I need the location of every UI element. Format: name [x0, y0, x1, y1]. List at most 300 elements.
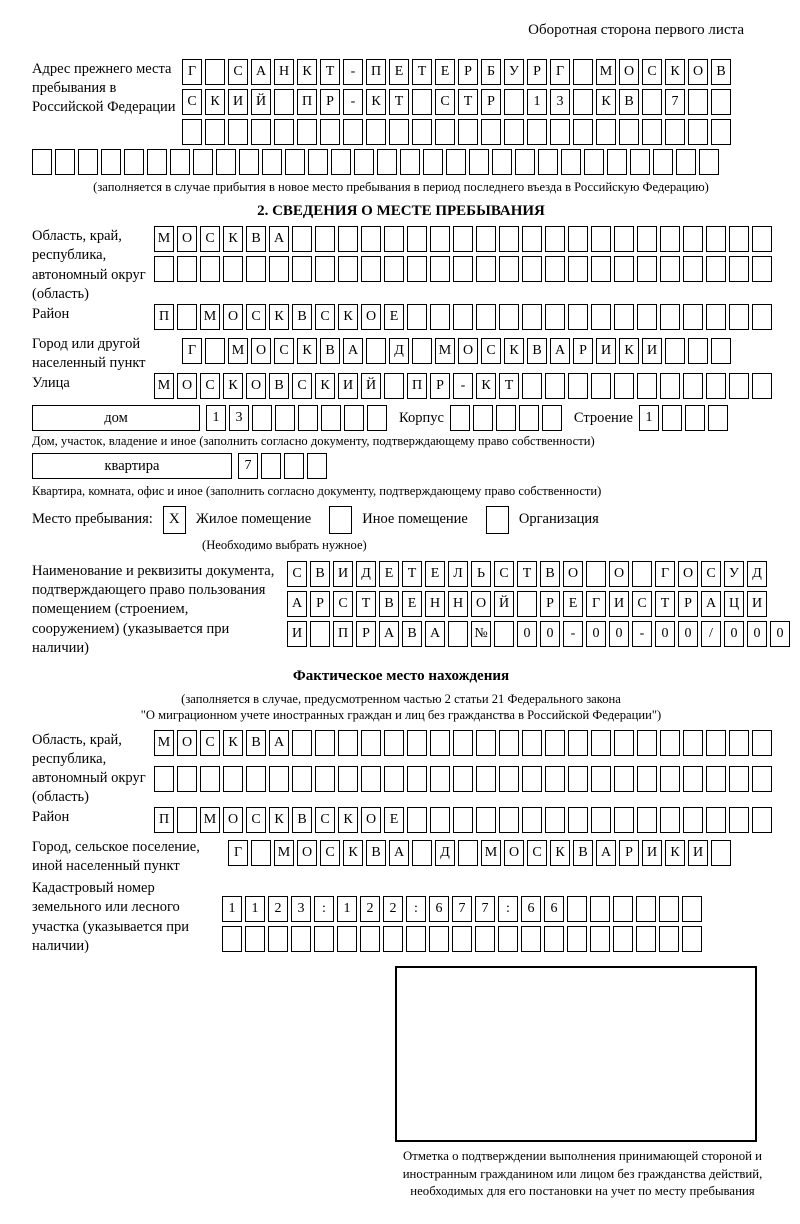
char-cell[interactable] — [591, 226, 611, 252]
char-cell[interactable]: 7 — [452, 896, 472, 922]
char-cell[interactable] — [688, 119, 708, 145]
char-cell[interactable] — [147, 149, 167, 175]
char-cell[interactable]: П — [333, 621, 353, 647]
char-cell[interactable]: В — [366, 840, 386, 866]
char-cell[interactable]: 3 — [550, 89, 570, 115]
char-cell[interactable]: В — [711, 59, 731, 85]
char-cell[interactable]: Б — [481, 59, 501, 85]
char-cell[interactable] — [473, 405, 493, 431]
char-cell[interactable]: К — [665, 840, 685, 866]
char-cell[interactable]: К — [223, 730, 243, 756]
char-cell[interactable]: 6 — [429, 896, 449, 922]
char-cell[interactable]: 0 — [517, 621, 537, 647]
char-cell[interactable] — [660, 256, 680, 282]
char-cell[interactable]: Т — [412, 59, 432, 85]
char-cell[interactable] — [613, 926, 633, 952]
char-cell[interactable] — [752, 256, 772, 282]
char-cell[interactable]: В — [527, 338, 547, 364]
char-cell[interactable] — [412, 338, 432, 364]
char-cell[interactable] — [614, 730, 634, 756]
char-cell[interactable]: 2 — [360, 896, 380, 922]
char-cell[interactable] — [573, 119, 593, 145]
char-cell[interactable] — [706, 730, 726, 756]
char-cell[interactable] — [367, 405, 387, 431]
char-cell[interactable]: Г — [182, 338, 202, 364]
char-cell[interactable]: 3 — [291, 896, 311, 922]
char-cell[interactable] — [251, 840, 271, 866]
char-cell[interactable]: Г — [182, 59, 202, 85]
char-cell[interactable] — [504, 119, 524, 145]
char-cell[interactable]: Е — [384, 807, 404, 833]
char-cell[interactable] — [430, 226, 450, 252]
char-cell[interactable] — [586, 561, 606, 587]
house-write-in-box[interactable]: дом — [32, 405, 200, 431]
char-cell[interactable]: С — [435, 89, 455, 115]
char-cell[interactable] — [476, 730, 496, 756]
char-cell[interactable]: О — [177, 730, 197, 756]
char-cell[interactable] — [538, 149, 558, 175]
char-cell[interactable]: 0 — [770, 621, 790, 647]
char-cell[interactable] — [177, 807, 197, 833]
char-cell[interactable]: А — [389, 840, 409, 866]
char-cell[interactable] — [706, 373, 726, 399]
char-cell[interactable] — [676, 149, 696, 175]
char-cell[interactable]: Р — [540, 591, 560, 617]
char-cell[interactable] — [591, 807, 611, 833]
char-cell[interactable] — [407, 304, 427, 330]
char-cell[interactable]: С — [292, 373, 312, 399]
char-cell[interactable] — [660, 807, 680, 833]
char-cell[interactable]: В — [619, 89, 639, 115]
char-cell[interactable] — [545, 304, 565, 330]
char-cell[interactable] — [361, 730, 381, 756]
char-cell[interactable]: Е — [435, 59, 455, 85]
char-cell[interactable] — [596, 119, 616, 145]
char-cell[interactable] — [252, 405, 272, 431]
char-cell[interactable] — [614, 373, 634, 399]
char-cell[interactable]: М — [200, 304, 220, 330]
char-cell[interactable]: О — [458, 338, 478, 364]
char-cell[interactable]: Т — [499, 373, 519, 399]
char-cell[interactable]: О — [297, 840, 317, 866]
char-cell[interactable]: К — [343, 840, 363, 866]
char-cell[interactable] — [458, 119, 478, 145]
char-cell[interactable] — [284, 453, 304, 479]
char-cell[interactable] — [711, 89, 731, 115]
char-cell[interactable]: А — [379, 621, 399, 647]
char-cell[interactable] — [407, 807, 427, 833]
char-cell[interactable]: 7 — [475, 896, 495, 922]
char-cell[interactable]: Д — [389, 338, 409, 364]
char-cell[interactable]: У — [504, 59, 524, 85]
char-cell[interactable] — [729, 373, 749, 399]
char-cell[interactable] — [659, 896, 679, 922]
char-cell[interactable] — [223, 256, 243, 282]
char-cell[interactable] — [706, 256, 726, 282]
char-cell[interactable] — [614, 807, 634, 833]
char-cell[interactable] — [291, 926, 311, 952]
char-cell[interactable]: О — [619, 59, 639, 85]
char-cell[interactable] — [662, 405, 682, 431]
char-cell[interactable] — [706, 304, 726, 330]
char-cell[interactable]: : — [314, 896, 334, 922]
char-cell[interactable]: Т — [402, 561, 422, 587]
char-cell[interactable] — [752, 373, 772, 399]
char-cell[interactable] — [659, 926, 679, 952]
char-cell[interactable] — [308, 149, 328, 175]
char-cell[interactable]: В — [573, 840, 593, 866]
char-cell[interactable]: 7 — [665, 89, 685, 115]
char-cell[interactable] — [752, 730, 772, 756]
char-cell[interactable]: В — [269, 373, 289, 399]
char-cell[interactable]: А — [269, 226, 289, 252]
char-cell[interactable] — [453, 807, 473, 833]
char-cell[interactable] — [683, 766, 703, 792]
char-cell[interactable] — [469, 149, 489, 175]
char-cell[interactable]: А — [251, 59, 271, 85]
char-cell[interactable]: С — [494, 561, 514, 587]
char-cell[interactable] — [366, 338, 386, 364]
char-cell[interactable] — [542, 405, 562, 431]
char-cell[interactable]: - — [563, 621, 583, 647]
char-cell[interactable]: Е — [384, 304, 404, 330]
char-cell[interactable] — [361, 766, 381, 792]
char-cell[interactable] — [458, 840, 478, 866]
char-cell[interactable]: 0 — [586, 621, 606, 647]
char-cell[interactable]: И — [609, 591, 629, 617]
char-cell[interactable] — [711, 119, 731, 145]
char-cell[interactable]: М — [596, 59, 616, 85]
char-cell[interactable] — [683, 373, 703, 399]
char-cell[interactable]: Р — [356, 621, 376, 647]
char-cell[interactable] — [274, 119, 294, 145]
char-cell[interactable]: 0 — [609, 621, 629, 647]
char-cell[interactable]: В — [246, 730, 266, 756]
char-cell[interactable] — [614, 226, 634, 252]
char-cell[interactable]: - — [453, 373, 473, 399]
char-cell[interactable]: Г — [655, 561, 675, 587]
char-cell[interactable]: О — [504, 840, 524, 866]
char-cell[interactable] — [706, 226, 726, 252]
char-cell[interactable]: 1 — [245, 896, 265, 922]
char-cell[interactable]: 2 — [383, 896, 403, 922]
char-cell[interactable] — [660, 766, 680, 792]
char-cell[interactable] — [476, 256, 496, 282]
char-cell[interactable]: С — [200, 730, 220, 756]
char-cell[interactable] — [268, 926, 288, 952]
char-cell[interactable] — [200, 766, 220, 792]
char-cell[interactable] — [193, 149, 213, 175]
char-cell[interactable]: И — [688, 840, 708, 866]
char-cell[interactable]: К — [223, 373, 243, 399]
char-cell[interactable]: И — [228, 89, 248, 115]
char-cell[interactable]: О — [688, 59, 708, 85]
checkbox-organizatsiya[interactable] — [486, 506, 509, 534]
char-cell[interactable]: Г — [550, 59, 570, 85]
char-cell[interactable] — [685, 405, 705, 431]
char-cell[interactable] — [154, 766, 174, 792]
char-cell[interactable]: С — [315, 807, 335, 833]
char-cell[interactable]: К — [269, 304, 289, 330]
char-cell[interactable]: Р — [430, 373, 450, 399]
char-cell[interactable] — [568, 226, 588, 252]
char-cell[interactable] — [527, 119, 547, 145]
char-cell[interactable] — [499, 256, 519, 282]
char-cell[interactable] — [688, 89, 708, 115]
char-cell[interactable] — [568, 766, 588, 792]
char-cell[interactable]: В — [402, 621, 422, 647]
char-cell[interactable]: М — [200, 807, 220, 833]
char-cell[interactable] — [423, 149, 443, 175]
char-cell[interactable] — [515, 149, 535, 175]
char-cell[interactable] — [338, 730, 358, 756]
char-cell[interactable] — [32, 149, 52, 175]
char-cell[interactable]: 1 — [639, 405, 659, 431]
char-cell[interactable]: 6 — [544, 896, 564, 922]
char-cell[interactable] — [285, 149, 305, 175]
char-cell[interactable] — [522, 226, 542, 252]
char-cell[interactable] — [706, 766, 726, 792]
char-cell[interactable] — [729, 304, 749, 330]
char-cell[interactable]: В — [292, 304, 312, 330]
char-cell[interactable] — [636, 926, 656, 952]
char-cell[interactable] — [637, 304, 657, 330]
char-cell[interactable] — [430, 256, 450, 282]
char-cell[interactable]: А — [287, 591, 307, 617]
char-cell[interactable] — [584, 149, 604, 175]
char-cell[interactable] — [101, 149, 121, 175]
char-cell[interactable] — [683, 304, 703, 330]
char-cell[interactable]: К — [476, 373, 496, 399]
char-cell[interactable] — [544, 926, 564, 952]
char-cell[interactable] — [573, 59, 593, 85]
char-cell[interactable]: В — [246, 226, 266, 252]
char-cell[interactable] — [343, 119, 363, 145]
char-cell[interactable] — [752, 766, 772, 792]
checkbox-zhiloe[interactable]: X — [163, 506, 186, 534]
char-cell[interactable]: И — [747, 591, 767, 617]
char-cell[interactable]: - — [343, 89, 363, 115]
char-cell[interactable] — [642, 119, 662, 145]
char-cell[interactable]: К — [619, 338, 639, 364]
char-cell[interactable]: Р — [527, 59, 547, 85]
char-cell[interactable] — [637, 807, 657, 833]
char-cell[interactable] — [567, 926, 587, 952]
char-cell[interactable] — [642, 89, 662, 115]
char-cell[interactable]: С — [642, 59, 662, 85]
char-cell[interactable] — [476, 766, 496, 792]
char-cell[interactable]: 3 — [229, 405, 249, 431]
char-cell[interactable]: А — [425, 621, 445, 647]
char-cell[interactable] — [124, 149, 144, 175]
char-cell[interactable] — [360, 926, 380, 952]
char-cell[interactable]: С — [315, 304, 335, 330]
char-cell[interactable] — [660, 730, 680, 756]
char-cell[interactable]: В — [310, 561, 330, 587]
char-cell[interactable] — [177, 766, 197, 792]
char-cell[interactable]: Ц — [724, 591, 744, 617]
char-cell[interactable] — [338, 766, 358, 792]
char-cell[interactable]: В — [379, 591, 399, 617]
char-cell[interactable] — [407, 226, 427, 252]
char-cell[interactable]: И — [333, 561, 353, 587]
char-cell[interactable] — [752, 807, 772, 833]
char-cell[interactable] — [522, 730, 542, 756]
char-cell[interactable]: В — [540, 561, 560, 587]
char-cell[interactable]: - — [632, 621, 652, 647]
char-cell[interactable] — [269, 766, 289, 792]
char-cell[interactable] — [519, 405, 539, 431]
char-cell[interactable]: / — [701, 621, 721, 647]
char-cell[interactable] — [665, 338, 685, 364]
char-cell[interactable]: Т — [458, 89, 478, 115]
char-cell[interactable]: К — [596, 89, 616, 115]
char-cell[interactable] — [499, 226, 519, 252]
char-cell[interactable]: Г — [586, 591, 606, 617]
char-cell[interactable] — [499, 304, 519, 330]
char-cell[interactable] — [522, 807, 542, 833]
char-cell[interactable] — [706, 807, 726, 833]
char-cell[interactable] — [499, 807, 519, 833]
char-cell[interactable]: - — [343, 59, 363, 85]
char-cell[interactable]: 1 — [222, 896, 242, 922]
char-cell[interactable] — [699, 149, 719, 175]
char-cell[interactable]: П — [154, 304, 174, 330]
char-cell[interactable] — [683, 807, 703, 833]
char-cell[interactable] — [292, 226, 312, 252]
char-cell[interactable] — [637, 766, 657, 792]
char-cell[interactable] — [545, 226, 565, 252]
char-cell[interactable] — [435, 119, 455, 145]
char-cell[interactable]: Р — [678, 591, 698, 617]
char-cell[interactable]: О — [177, 226, 197, 252]
char-cell[interactable]: И — [596, 338, 616, 364]
char-cell[interactable]: Р — [310, 591, 330, 617]
char-cell[interactable] — [591, 766, 611, 792]
char-cell[interactable] — [567, 896, 587, 922]
char-cell[interactable] — [315, 730, 335, 756]
char-cell[interactable] — [752, 304, 772, 330]
char-cell[interactable] — [729, 226, 749, 252]
char-cell[interactable]: Д — [356, 561, 376, 587]
char-cell[interactable]: Т — [517, 561, 537, 587]
char-cell[interactable]: О — [471, 591, 491, 617]
char-cell[interactable] — [711, 338, 731, 364]
char-cell[interactable] — [205, 338, 225, 364]
char-cell[interactable] — [170, 149, 190, 175]
char-cell[interactable]: О — [177, 373, 197, 399]
char-cell[interactable]: 2 — [268, 896, 288, 922]
char-cell[interactable]: Н — [425, 591, 445, 617]
char-cell[interactable] — [389, 119, 409, 145]
char-cell[interactable] — [499, 730, 519, 756]
char-cell[interactable] — [729, 730, 749, 756]
char-cell[interactable]: Н — [448, 591, 468, 617]
char-cell[interactable] — [683, 226, 703, 252]
char-cell[interactable] — [637, 256, 657, 282]
char-cell[interactable] — [504, 89, 524, 115]
char-cell[interactable]: В — [292, 807, 312, 833]
char-cell[interactable] — [314, 926, 334, 952]
char-cell[interactable] — [430, 304, 450, 330]
char-cell[interactable]: В — [320, 338, 340, 364]
char-cell[interactable] — [614, 304, 634, 330]
char-cell[interactable] — [384, 226, 404, 252]
checkbox-inoe[interactable] — [329, 506, 352, 534]
char-cell[interactable]: С — [246, 304, 266, 330]
char-cell[interactable] — [729, 766, 749, 792]
char-cell[interactable]: А — [269, 730, 289, 756]
char-cell[interactable] — [660, 226, 680, 252]
char-cell[interactable] — [476, 807, 496, 833]
char-cell[interactable] — [453, 730, 473, 756]
char-cell[interactable] — [591, 730, 611, 756]
char-cell[interactable]: : — [498, 896, 518, 922]
char-cell[interactable]: П — [366, 59, 386, 85]
char-cell[interactable]: О — [361, 304, 381, 330]
char-cell[interactable] — [177, 256, 197, 282]
char-cell[interactable] — [182, 119, 202, 145]
char-cell[interactable]: С — [632, 591, 652, 617]
char-cell[interactable] — [637, 373, 657, 399]
char-cell[interactable]: П — [407, 373, 427, 399]
char-cell[interactable] — [561, 149, 581, 175]
char-cell[interactable] — [729, 807, 749, 833]
char-cell[interactable] — [292, 766, 312, 792]
char-cell[interactable] — [453, 256, 473, 282]
char-cell[interactable] — [307, 453, 327, 479]
char-cell[interactable] — [729, 256, 749, 282]
char-cell[interactable]: М — [154, 373, 174, 399]
char-cell[interactable] — [452, 926, 472, 952]
char-cell[interactable] — [573, 89, 593, 115]
char-cell[interactable] — [545, 730, 565, 756]
char-cell[interactable] — [613, 896, 633, 922]
char-cell[interactable] — [453, 766, 473, 792]
char-cell[interactable] — [406, 926, 426, 952]
char-cell[interactable] — [632, 561, 652, 587]
char-cell[interactable] — [384, 730, 404, 756]
char-cell[interactable]: И — [287, 621, 307, 647]
char-cell[interactable]: М — [154, 226, 174, 252]
char-cell[interactable] — [246, 256, 266, 282]
char-cell[interactable] — [498, 926, 518, 952]
char-cell[interactable] — [545, 807, 565, 833]
char-cell[interactable] — [448, 621, 468, 647]
char-cell[interactable] — [683, 730, 703, 756]
char-cell[interactable] — [521, 926, 541, 952]
char-cell[interactable]: О — [361, 807, 381, 833]
char-cell[interactable] — [682, 926, 702, 952]
char-cell[interactable] — [476, 304, 496, 330]
char-cell[interactable]: Й — [494, 591, 514, 617]
char-cell[interactable] — [261, 453, 281, 479]
char-cell[interactable]: 1 — [206, 405, 226, 431]
char-cell[interactable] — [545, 256, 565, 282]
char-cell[interactable] — [522, 256, 542, 282]
char-cell[interactable] — [494, 621, 514, 647]
char-cell[interactable]: С — [274, 338, 294, 364]
char-cell[interactable] — [568, 304, 588, 330]
char-cell[interactable] — [550, 119, 570, 145]
char-cell[interactable] — [344, 405, 364, 431]
char-cell[interactable] — [412, 119, 432, 145]
char-cell[interactable]: Е — [425, 561, 445, 587]
char-cell[interactable]: Р — [481, 89, 501, 115]
char-cell[interactable]: С — [200, 373, 220, 399]
char-cell[interactable]: С — [333, 591, 353, 617]
char-cell[interactable] — [590, 896, 610, 922]
